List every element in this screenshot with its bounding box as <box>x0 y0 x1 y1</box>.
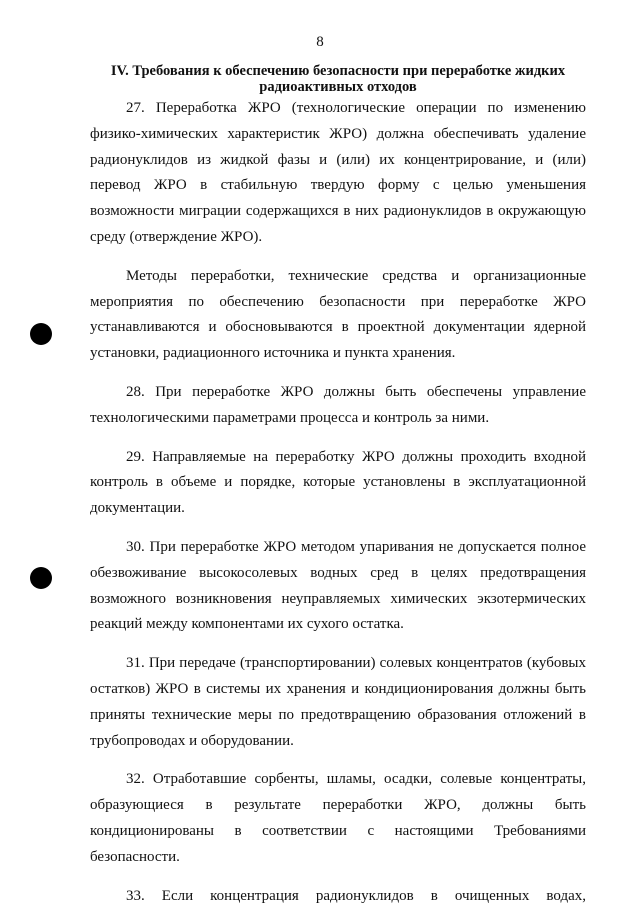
paragraph-31: 31. При передаче (транспортировании) солевых концентратов (кубовых остатков) ЖРО в системы их хранения и кондиционирования должны быть приняты технические меры по предотвращению образования отложений в трубопроводах и оборудовании. <box>90 655 586 749</box>
paragraph-33: 33. Если концентрация радионуклидов в очищенных водах, <box>126 887 586 904</box>
paragraph-28: 28. При переработке ЖРО должны быть обеспечены управление технологическими параметрами процесса и контроль за ними. <box>90 383 586 426</box>
binder-hole-mark <box>30 567 52 589</box>
paragraph-32: 32. Отработавшие сорбенты, шламы, осадки, солевые концентраты, образующиеся в результате переработки ЖРО, должны быть кондиционированы в соответствии с настоящими Требованиями безопасности. <box>90 771 586 865</box>
page-number: 8 <box>316 34 324 50</box>
paragraph-27: 27. Переработка ЖРО (технологические операции по изменению физико-химических характеристик ЖРО) должна обеспечивать удаление радионуклидов из жидкой фазы и (или) их концентрирование, и (или) перевод ЖРО в стабильную твердую форму с целью уменьшения возможности миграции содержащихся в них радионуклидов в окружающую среду (отверждение ЖРО). <box>90 100 586 245</box>
section-heading: IV. Требования к обеспечению безопасности при переработке жидких радиоактивных отходов <box>110 63 566 95</box>
body-text <box>90 96 586 909</box>
paragraph-29: 29. Направляемые на переработку ЖРО должны проходить входной контроль в объеме и порядке, которые установлены в эксплуатационной документации. <box>90 448 586 517</box>
binder-hole-mark <box>30 323 52 345</box>
paragraph-methods: Методы переработки, технические средства и организационные мероприятия по обеспечению безопасности при переработке ЖРО устанавливаются и обосновываются в проектной документации ядерной установки, радиационного источника и пункта хранения. <box>90 267 586 362</box>
paragraph-30: 30. При переработке ЖРО методом упаривания не допускается полное обезвоживание высокосолевых водных сред в целях предотвращения возможного возникновения неуправляемых химических экзотермических реакций между компонентами их сухого остатка. <box>90 538 586 633</box>
